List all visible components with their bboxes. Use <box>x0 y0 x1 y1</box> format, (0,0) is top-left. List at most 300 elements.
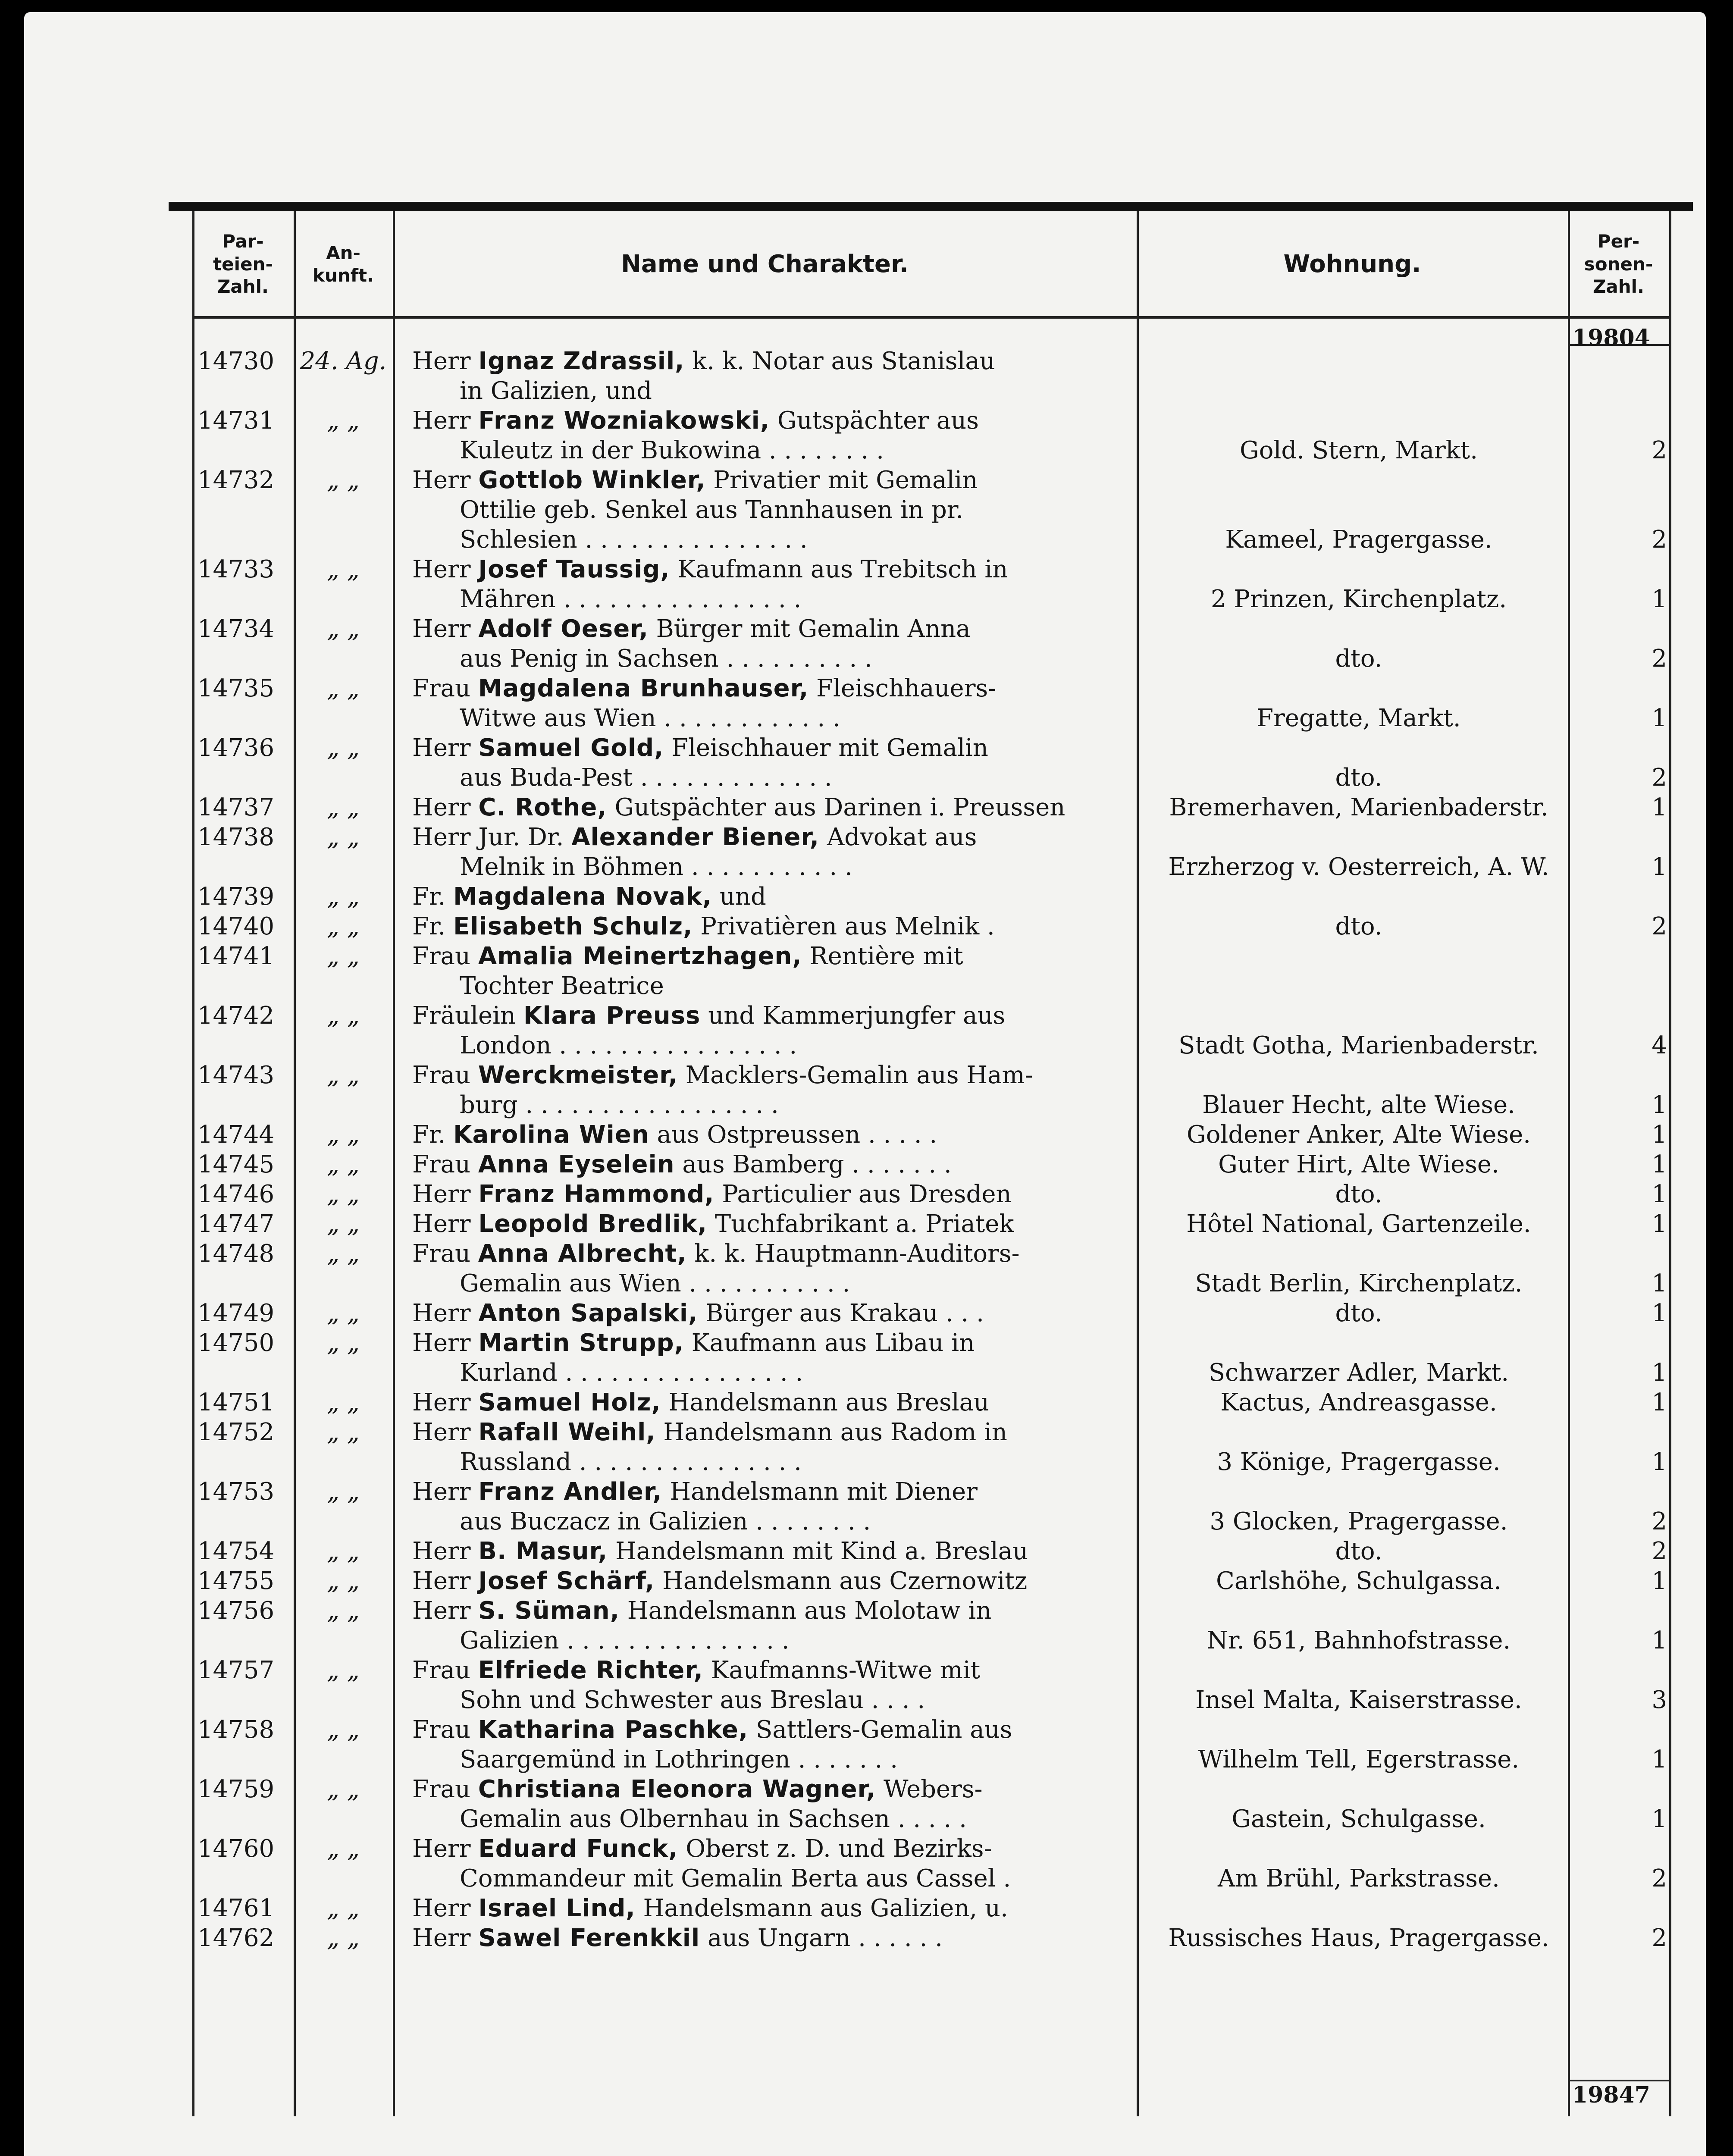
lodging: Stadt Berlin, Kirchenplatz. <box>1195 1269 1523 1297</box>
partei-number: 14749 <box>197 1299 275 1327</box>
table-row <box>192 912 1671 941</box>
partei-number: 14747 <box>197 1210 275 1238</box>
arrival-date: „ „ <box>327 823 360 851</box>
guest-title: Herr <box>412 1478 471 1506</box>
partei-number: 14761 <box>197 1894 275 1922</box>
guest-name: Magdalena Brunhauser, <box>478 674 809 702</box>
persons-count: 1 <box>1652 1388 1667 1416</box>
final-total: 19847 <box>1572 2082 1650 2108</box>
arrival-date: „ „ <box>327 1061 360 1089</box>
guest-description: Rentière mit <box>809 942 963 970</box>
lodging: Russisches Haus, Pragergasse. <box>1168 1924 1549 1952</box>
persons-count: 1 <box>1652 1091 1667 1119</box>
guest-name-charakter <box>393 793 1137 822</box>
persons-count: 1 <box>1652 1745 1667 1774</box>
guest-title: Fr. <box>412 912 446 940</box>
partei-number: 14755 <box>197 1567 275 1595</box>
guest-description: Kaufmanns-Witwe mit <box>711 1656 981 1684</box>
arrival-date: „ „ <box>327 1121 360 1149</box>
guest-description: Handelsmann aus Czernowitz <box>662 1567 1028 1595</box>
guest-name-charakter <box>393 406 1137 465</box>
partei-number: 14752 <box>197 1418 275 1446</box>
guest-title: Herr <box>412 1299 471 1327</box>
partei-number: 14739 <box>197 883 275 911</box>
guest-description: Handelsmann mit Diener <box>670 1478 978 1506</box>
guest-title: Herr <box>412 1597 471 1625</box>
arrival-date: 24. Ag. <box>300 347 387 375</box>
guest-name-charakter <box>393 1209 1137 1239</box>
table-row <box>192 1536 1671 1566</box>
guest-name-charakter <box>393 1536 1137 1566</box>
guest-name-charakter <box>393 1120 1137 1150</box>
arrival-date: „ „ <box>327 793 360 821</box>
table-row <box>192 1298 1671 1328</box>
arrival-date: „ „ <box>327 912 360 940</box>
guest-title: Frau <box>412 1716 471 1744</box>
guest-name: Anton Sapalski, <box>478 1299 698 1327</box>
guest-name: Amalia Meinertzhagen, <box>478 942 802 970</box>
guest-name-charakter <box>393 912 1137 941</box>
carried-total: 19804 <box>1572 325 1650 351</box>
persons-count: 1 <box>1652 1626 1667 1655</box>
guest-description: Gutspächter aus Darinen i. Preussen <box>614 793 1065 821</box>
guest-name: Werckmeister, <box>478 1061 678 1089</box>
guest-title: Herr <box>412 1418 471 1446</box>
guest-description: Handelsmann aus Breslau <box>668 1388 990 1416</box>
guest-name: Gottlob Winkler, <box>478 466 706 494</box>
partei-number: 14748 <box>197 1240 275 1268</box>
table-row <box>192 941 1671 1001</box>
persons-count <box>1581 882 1671 912</box>
guest-name: Rafall Weihl, <box>478 1418 656 1446</box>
guest-description: Handelsmann aus Molotaw in <box>627 1597 992 1625</box>
lodging: dto. <box>1335 1537 1382 1565</box>
table-row <box>192 465 1671 555</box>
persons-count: 2 <box>1652 1865 1667 1893</box>
top-rule <box>169 202 1693 211</box>
guest-description-continued: Ottilie geb. Senkel aus Tannhausen in pr. <box>460 496 964 524</box>
guest-name: Anna Eyselein <box>478 1150 675 1178</box>
persons-count: 3 <box>1652 1686 1667 1714</box>
guest-title: Frau <box>412 1150 471 1178</box>
partei-number: 14753 <box>197 1478 275 1506</box>
lodging: Wilhelm Tell, Egerstrasse. <box>1198 1745 1520 1774</box>
guest-name-charakter <box>393 1298 1137 1328</box>
guest-name-charakter <box>393 1715 1137 1774</box>
arrival-date: „ „ <box>327 615 360 643</box>
guest-description: Kaufmann aus Libau in <box>691 1329 975 1357</box>
table-row <box>192 882 1671 912</box>
guest-description-continued: aus Penig in Sachsen . . . . . . . . . . <box>460 645 872 673</box>
header-partei-zahl: Par- teien- Zahl. <box>213 231 273 298</box>
guest-description-continued: Kurland . . . . . . . . . . . . . . . . <box>460 1359 803 1387</box>
guest-title: Herr <box>412 793 471 821</box>
lodging: dto. <box>1335 764 1382 792</box>
guest-description: Handelsmann mit Kind a. Breslau <box>615 1537 1028 1565</box>
lodging: dto. <box>1335 912 1382 940</box>
persons-count: 4 <box>1652 1031 1667 1059</box>
arrival-date: „ „ <box>327 1210 360 1238</box>
guest-description: und Kammerjungfer aus <box>708 1002 1006 1030</box>
partei-number: 14743 <box>197 1061 275 1089</box>
persons-count: 1 <box>1652 1121 1667 1149</box>
table-row <box>192 1477 1671 1536</box>
lodging: Nr. 651, Bahnhofstrasse. <box>1207 1626 1511 1655</box>
guest-name-charakter <box>393 1388 1137 1417</box>
guest-name: Samuel Gold, <box>478 734 664 762</box>
table-row <box>192 1774 1671 1834</box>
guest-title: Frau <box>412 674 471 702</box>
lodging: Gold. Stern, Markt. <box>1240 436 1478 464</box>
lodging: dto. <box>1335 645 1382 673</box>
table-row <box>192 1566 1671 1596</box>
arrival-date: „ „ <box>327 883 360 911</box>
guest-description-continued: Gemalin aus Wien . . . . . . . . . . . <box>460 1269 850 1297</box>
guest-name-charakter <box>393 465 1137 555</box>
guest-name-charakter <box>393 346 1137 406</box>
persons-count: 2 <box>1652 1924 1667 1952</box>
guest-description: aus Ungarn . . . . . . <box>707 1924 943 1952</box>
guest-name-charakter <box>393 1417 1137 1477</box>
guest-name: Magdalena Novak, <box>453 883 712 911</box>
arrival-date: „ „ <box>327 1150 360 1178</box>
lodging <box>1137 346 1581 406</box>
guest-title: Herr <box>412 615 471 643</box>
guest-description: aus Bamberg . . . . . . . <box>682 1150 952 1178</box>
guest-title: Fräulein <box>412 1002 516 1030</box>
partei-number: 14760 <box>197 1835 275 1863</box>
guest-ledger-table <box>169 197 1693 2116</box>
arrival-date: „ „ <box>327 1716 360 1744</box>
arrival-date: „ „ <box>327 1835 360 1863</box>
lodging: Hôtel National, Gartenzeile. <box>1186 1210 1531 1238</box>
partei-number: 14738 <box>197 823 275 851</box>
partei-number: 14750 <box>197 1329 275 1357</box>
guest-description-continued: Gemalin aus Olbernhau in Sachsen . . . . . <box>460 1805 967 1833</box>
lodging: 2 Prinzen, Kirchenplatz. <box>1210 585 1507 613</box>
guest-name: Alexander Biener, <box>571 823 820 851</box>
lodging: Bremerhaven, Marienbaderstr. <box>1169 793 1548 821</box>
table-row <box>192 1417 1671 1477</box>
guest-description: Kaufmann aus Trebitsch in <box>677 555 1008 583</box>
arrival-date: „ „ <box>327 1329 360 1357</box>
lodging: Am Brühl, Parkstrasse. <box>1218 1865 1500 1893</box>
header-ankunft: An- kunft. <box>312 242 374 286</box>
arrival-date: „ „ <box>327 1180 360 1208</box>
table-row <box>192 346 1671 406</box>
partei-number: 14742 <box>197 1002 275 1030</box>
guest-description: Bürger mit Gemalin Anna <box>656 615 971 643</box>
table-row <box>192 1834 1671 1893</box>
guest-description-continued: aus Buczacz in Galizien . . . . . . . . <box>460 1507 871 1536</box>
table-row <box>192 1179 1671 1209</box>
partei-number: 14731 <box>197 407 275 435</box>
guest-name: Josef Taussig, <box>478 555 670 583</box>
guest-title: Herr <box>412 1835 471 1863</box>
guest-title: Herr Jur. Dr. <box>412 823 564 851</box>
guest-description: Fleischhauer mit Gemalin <box>671 734 988 762</box>
guest-title: Herr <box>412 407 471 435</box>
guest-name-charakter <box>393 1596 1137 1655</box>
partei-number: 14737 <box>197 793 275 821</box>
table-row <box>192 555 1671 614</box>
lodging: Blauer Hecht, alte Wiese. <box>1202 1091 1515 1119</box>
guest-description-continued: Melnik in Böhmen . . . . . . . . . . . <box>460 853 852 881</box>
arrival-date: „ „ <box>327 1894 360 1922</box>
guest-title: Frau <box>412 1240 471 1268</box>
header-personen-zahl: Per- sonen- Zahl. <box>1584 231 1653 298</box>
persons-count: 1 <box>1652 1210 1667 1238</box>
arrival-date: „ „ <box>327 942 360 970</box>
persons-count: 1 <box>1652 585 1667 613</box>
table-row <box>192 674 1671 733</box>
guest-title: Frau <box>412 942 471 970</box>
guest-name: Elfriede Richter, <box>478 1656 703 1684</box>
guest-title: Herr <box>412 1567 471 1595</box>
guest-title: Frau <box>412 1061 471 1089</box>
table-row <box>192 1655 1671 1715</box>
arrival-date: „ „ <box>327 1597 360 1625</box>
persons-count: 2 <box>1652 645 1667 673</box>
guest-description-continued: Kuleutz in der Bukowina . . . . . . . . <box>460 436 884 464</box>
guest-name-charakter <box>393 1566 1137 1596</box>
arrival-date: „ „ <box>327 1656 360 1684</box>
guest-description: Bürger aus Krakau . . . <box>705 1299 984 1327</box>
arrival-date: „ „ <box>327 734 360 762</box>
guest-description-continued: Tochter Beatrice <box>460 972 664 1000</box>
persons-count: 1 <box>1652 1567 1667 1595</box>
guest-name-charakter <box>393 1179 1137 1209</box>
guest-description: Webers- <box>884 1775 983 1803</box>
guest-description-continued: aus Buda-Pest . . . . . . . . . . . . . <box>460 764 832 792</box>
guest-name-charakter <box>393 822 1137 882</box>
persons-count <box>1581 1893 1671 1923</box>
lodging: Kameel, Pragergasse. <box>1225 526 1492 554</box>
persons-count: 1 <box>1652 1180 1667 1208</box>
table-row <box>192 1209 1671 1239</box>
guest-description: Macklers-Gemalin aus Ham- <box>685 1061 1033 1089</box>
guest-description-continued: in Galizien, und <box>460 377 652 405</box>
guest-name: Franz Hammond, <box>478 1180 715 1208</box>
ledger-rows <box>192 346 1671 1953</box>
guest-name-charakter <box>393 1477 1137 1536</box>
guest-name-charakter <box>393 1655 1137 1715</box>
guest-name-charakter <box>393 1239 1137 1298</box>
lodging: Gastein, Schulgasse. <box>1232 1805 1486 1833</box>
lodging: Kactus, Andreasgasse. <box>1220 1388 1497 1416</box>
guest-description: Particulier aus Dresden <box>722 1180 1012 1208</box>
guest-name: Klara Preuss <box>523 1002 701 1030</box>
arrival-date: „ „ <box>327 674 360 702</box>
guest-title: Herr <box>412 1537 471 1565</box>
lodging <box>1137 1893 1581 1923</box>
guest-title: Herr <box>412 1180 471 1208</box>
guest-description: Handelsmann aus Galizien, u. <box>643 1894 1008 1922</box>
lodging: Carlshöhe, Schulgassa. <box>1216 1567 1501 1595</box>
guest-description: Privatièren aus Melnik . <box>700 912 995 940</box>
table-row <box>192 1328 1671 1388</box>
partei-number: 14740 <box>197 912 275 940</box>
partei-number: 14759 <box>197 1775 275 1803</box>
guest-name: S. Süman, <box>478 1597 620 1625</box>
guest-name-charakter <box>393 1774 1137 1834</box>
lodging: Stadt Gotha, Marienbaderstr. <box>1178 1031 1539 1059</box>
lodging: dto. <box>1335 1299 1382 1327</box>
guest-description-continued: Russland . . . . . . . . . . . . . . . <box>460 1448 802 1476</box>
guest-name-charakter <box>393 733 1137 793</box>
lodging: Insel Malta, Kaiserstrasse. <box>1195 1686 1522 1714</box>
persons-count: 1 <box>1652 853 1667 881</box>
guest-title: Herr <box>412 1210 471 1238</box>
guest-description-continued: Schlesien . . . . . . . . . . . . . . . <box>460 526 808 554</box>
guest-description: Oberst z. D. und Bezirks- <box>686 1835 992 1863</box>
guest-title: Frau <box>412 1775 471 1803</box>
guest-title: Herr <box>412 734 471 762</box>
guest-description: Sattlers-Gemalin aus <box>756 1716 1012 1744</box>
table-row <box>192 614 1671 674</box>
partei-number: 14744 <box>197 1121 275 1149</box>
arrival-date: „ „ <box>327 466 360 494</box>
lodging <box>1137 941 1581 1001</box>
partei-number: 14746 <box>197 1180 275 1208</box>
guest-name-charakter <box>393 1893 1137 1923</box>
guest-title: Herr <box>412 1924 471 1952</box>
guest-name-charakter <box>393 614 1137 674</box>
partei-number: 14754 <box>197 1537 275 1565</box>
persons-count: 2 <box>1652 526 1667 554</box>
guest-description-continued: London . . . . . . . . . . . . . . . . <box>460 1031 797 1059</box>
guest-name: Ignaz Zdrassil, <box>478 347 685 375</box>
guest-name-charakter <box>393 1001 1137 1060</box>
guest-description: aus Ostpreussen . . . . . <box>657 1121 937 1149</box>
partei-number: 14733 <box>197 555 275 583</box>
table-row <box>192 733 1671 793</box>
guest-name: Sawel Ferenkkil <box>478 1924 700 1952</box>
total-overline <box>1568 2080 1671 2081</box>
partei-number: 14757 <box>197 1656 275 1684</box>
lodging: dto. <box>1335 1180 1382 1208</box>
header-rule <box>192 316 1671 319</box>
guest-name-charakter <box>393 1923 1137 1953</box>
persons-count: 1 <box>1652 1269 1667 1297</box>
guest-description: Gutspächter aus <box>777 407 979 435</box>
partei-number: 14762 <box>197 1924 275 1952</box>
arrival-date: „ „ <box>327 1002 360 1030</box>
guest-name-charakter <box>393 1150 1137 1179</box>
guest-name-charakter <box>393 555 1137 614</box>
arrival-date: „ „ <box>327 555 360 583</box>
guest-name-charakter <box>393 1328 1137 1388</box>
persons-count: 2 <box>1652 1537 1667 1565</box>
arrival-date: „ „ <box>327 1240 360 1268</box>
header-name-charakter: Name und Charakter. <box>621 250 909 278</box>
lodging: 3 Glocken, Pragergasse. <box>1210 1507 1508 1536</box>
partei-number: 14758 <box>197 1716 275 1744</box>
arrival-date: „ „ <box>327 1775 360 1803</box>
guest-name: Franz Andler, <box>478 1478 662 1506</box>
guest-name: Christiana Eleonora Wagner, <box>478 1775 876 1803</box>
guest-name-charakter <box>393 882 1137 912</box>
guest-title: Fr. <box>412 1121 446 1149</box>
guest-description-continued: Mähren . . . . . . . . . . . . . . . . <box>460 585 802 613</box>
partei-number: 14735 <box>197 674 275 702</box>
guest-title: Fr. <box>412 883 446 911</box>
lodging: Fregatte, Markt. <box>1257 704 1461 732</box>
table-row <box>192 1388 1671 1417</box>
guest-name: Katharina Paschke, <box>478 1716 749 1744</box>
lodging: Schwarzer Adler, Markt. <box>1208 1359 1509 1387</box>
persons-count: 1 <box>1652 793 1667 821</box>
arrival-date: „ „ <box>327 1537 360 1565</box>
table-row <box>192 1923 1671 1953</box>
arrival-date: „ „ <box>327 1567 360 1595</box>
persons-count: 1 <box>1652 1805 1667 1833</box>
arrival-date: „ „ <box>327 1418 360 1446</box>
partei-number: 14732 <box>197 466 275 494</box>
guest-name: Eduard Funck, <box>478 1835 678 1863</box>
table-row <box>192 1060 1671 1120</box>
guest-description: k. k. Notar aus Stanislau <box>692 347 995 375</box>
guest-description-continued: burg . . . . . . . . . . . . . . . . . <box>460 1091 779 1119</box>
persons-count: 2 <box>1652 764 1667 792</box>
persons-count: 1 <box>1652 1448 1667 1476</box>
guest-name: Elisabeth Schulz, <box>453 912 693 940</box>
lodging: Erzherzog v. Oesterreich, A. W. <box>1168 853 1549 881</box>
arrival-date: „ „ <box>327 407 360 435</box>
guest-name: B. Masur, <box>478 1537 608 1565</box>
table-row <box>192 1001 1671 1060</box>
guest-description-continued: Sohn und Schwester aus Breslau . . . . <box>460 1686 925 1714</box>
lodging: Guter Hirt, Alte Wiese. <box>1218 1150 1499 1178</box>
guest-title: Herr <box>412 1388 471 1416</box>
guest-name: Anna Albrecht, <box>478 1240 687 1268</box>
persons-count: 1 <box>1652 1150 1667 1178</box>
guest-description: Advokat aus <box>827 823 977 851</box>
guest-description: Privatier mit Gemalin <box>713 466 978 494</box>
guest-title: Herr <box>412 1329 471 1357</box>
lodging <box>1137 882 1581 912</box>
persons-count: 2 <box>1652 912 1667 940</box>
guest-name: Adolf Oeser, <box>478 615 649 643</box>
guest-name: C. Rothe, <box>478 793 607 821</box>
table-row <box>192 1120 1671 1150</box>
guest-name: Martin Strupp, <box>478 1329 684 1357</box>
partei-number: 14745 <box>197 1150 275 1178</box>
arrival-date: „ „ <box>327 1299 360 1327</box>
table-row <box>192 1893 1671 1923</box>
persons-count: 2 <box>1652 1507 1667 1536</box>
persons-count: 2 <box>1652 436 1667 464</box>
arrival-date: „ „ <box>327 1388 360 1416</box>
guest-name-charakter <box>393 1834 1137 1893</box>
persons-count <box>1581 941 1671 1001</box>
persons-count <box>1581 346 1671 406</box>
partei-number: 14741 <box>197 942 275 970</box>
guest-title: Frau <box>412 1656 471 1684</box>
guest-name: Leopold Bredlik, <box>478 1210 708 1238</box>
guest-description: Handelsmann aus Radom in <box>663 1418 1007 1446</box>
persons-count: 1 <box>1652 1299 1667 1327</box>
guest-title: Herr <box>412 347 471 375</box>
table-row <box>192 406 1671 465</box>
persons-count: 1 <box>1652 704 1667 732</box>
partei-number: 14756 <box>197 1597 275 1625</box>
table-row <box>192 1715 1671 1774</box>
guest-description: k. k. Hauptmann-Auditors- <box>694 1240 1020 1268</box>
table-row <box>192 1150 1671 1179</box>
guest-name-charakter <box>393 674 1137 733</box>
table-row <box>192 1239 1671 1298</box>
